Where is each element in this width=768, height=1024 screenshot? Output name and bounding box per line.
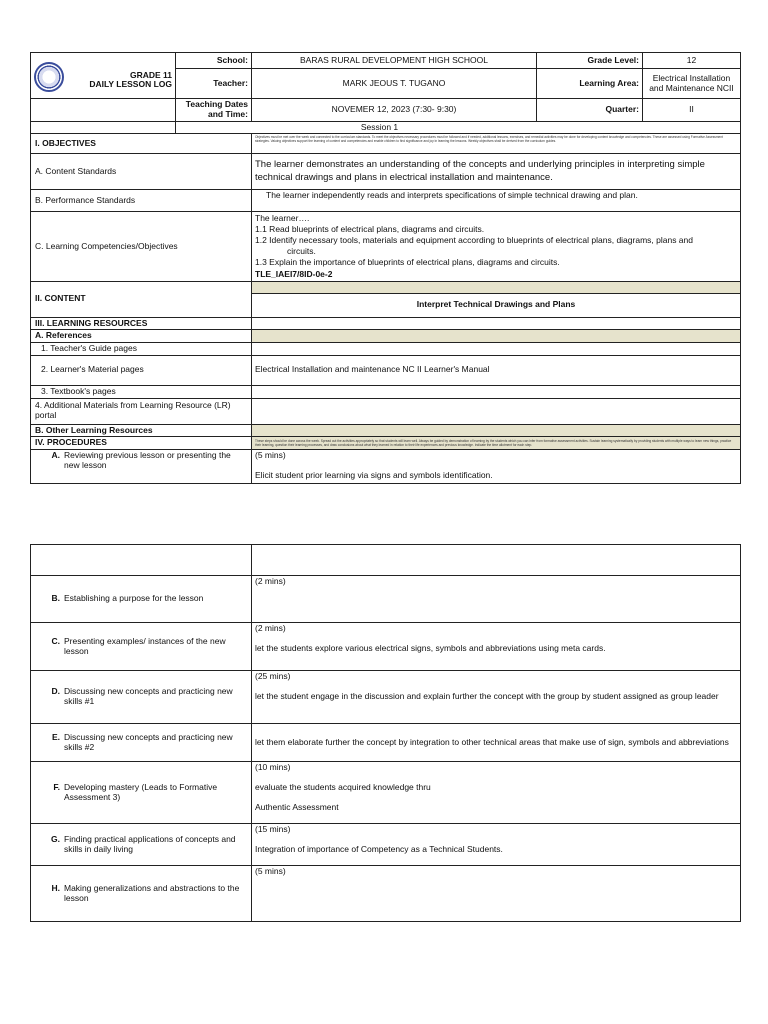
step-c-value: [252, 623, 741, 671]
step-a-value: [252, 450, 741, 484]
step-h-value: [252, 866, 741, 922]
school-label: School:: [176, 53, 252, 69]
other-resources-label: B. Other Learning Resources: [31, 424, 252, 437]
competencies-intro: The learner….: [255, 213, 310, 224]
step-a-text: Elicit student prior learning via signs and symbols identification.: [255, 469, 493, 480]
step-f-label: F. Developing mastery (Leads to Formative Assessment 3): [31, 762, 252, 824]
step-e-label: E. Discussing new concepts and practicing new skills #2: [31, 724, 252, 762]
performance-standards-value: The learner independently reads and interprets specifications of simple technical drawing and plan.: [252, 190, 741, 212]
step-b-label: B. Establishing a purpose for the lesson: [31, 576, 252, 623]
step-f-value: [252, 762, 741, 824]
step-d-time: (25 mins): [255, 671, 291, 681]
lesson-log-table-page-2: [30, 544, 741, 922]
grade-level-value: 12: [643, 53, 741, 69]
deped-seal-logo: [34, 62, 64, 92]
step-b-value: [252, 576, 741, 623]
step-f-text: evaluate the students acquired knowledge thru: [255, 781, 431, 792]
step-g-value: [252, 824, 741, 866]
learning-area-value: Electrical Installation and Maintenance NCII: [643, 69, 741, 99]
content-heading: II. CONTENT: [31, 281, 252, 317]
grade-level-label: Grade Level:: [537, 53, 643, 69]
step-d-value: [252, 671, 741, 724]
content-standards-label: A. Content Standards: [31, 154, 252, 190]
objectives-heading: I. OBJECTIVES: [31, 134, 252, 154]
step-b-time: (2 mins): [255, 576, 286, 586]
objectives-note: Objectives must be met over the week and connected to the curriculum standards. To meet the objectives necessary procedures must be followed and if needed, additional lessons, exercises, and remedial activities may be done for developing content knowledge and competencies. These are assessed using Formative Assessment strategies. Valuing objectives support the learning of content and competencies and enable children to find significance and joy in learning the lessons. Weekly objectives shall be derived from the curriculum guides.: [252, 134, 741, 154]
procedures-heading: IV. PROCEDURES: [31, 437, 252, 450]
performance-standards-label: B. Performance Standards: [31, 190, 252, 212]
log-title: DAILY LESSON LOG: [89, 78, 172, 89]
learning-resources-heading: III. LEARNING RESOURCES: [31, 317, 252, 330]
dates-value: NOVEMER 12, 2023 (7:30- 9:30): [252, 99, 537, 122]
session-label: Session 1: [176, 121, 741, 134]
competencies-value: [252, 212, 741, 281]
step-d-text: let the student engage in the discussion and explain further the concept with the group by student assigned as group leader: [255, 690, 719, 701]
competency-code: TLE_IAEI7/8ID-0e-2: [255, 268, 333, 279]
header-logo-cell: [31, 53, 176, 99]
step-f-time: (10 mins): [255, 762, 291, 772]
procedures-note: These steps should be done across the week. Spread out the activities appropriately so that students will learn well. Always be guided by demonstration of learning by the students which you can infer from formative assessment activities. Sustain learning systematically by providing students with multiple ways to learn new things, practice their learning, question their learning processes, and draw conclusions about what they learned in relation to their life experiences and previous knowledge. Indicate the time allotment for each step.: [252, 437, 741, 450]
step-f-text-2: Authentic Assessment: [255, 801, 339, 812]
teacher-label: Teacher:: [176, 69, 252, 99]
competency-1: 1.1 Read blueprints of electrical plans, diagrams and circuits.: [255, 224, 485, 235]
dates-label: Teaching Dates and Time:: [176, 99, 252, 122]
teacher-value: MARK JEOUS T. TUGANO: [252, 69, 537, 99]
learning-area-label: Learning Area:: [537, 69, 643, 99]
step-d-label: D. Discussing new concepts and practicing new skills #1: [31, 671, 252, 724]
content-standards-value: The learner demonstrates an understanding of the concepts and underlying principles in interpreting simple technical drawings and plans in electrical installation and maintenance.: [252, 154, 741, 190]
teachers-guide-label: 1. Teacher's Guide pages: [31, 343, 252, 356]
competency-2: 1.2 Identify necessary tools, materials and equipment according to blueprints of electrical plans, diagrams, plans and: [255, 235, 693, 246]
references-label: A. References: [31, 330, 252, 343]
quarter-value: II: [643, 99, 741, 122]
step-a-label: A. Reviewing previous lesson or presenting the new lesson: [31, 450, 252, 484]
lesson-log-table-page-1: [30, 52, 741, 484]
competency-3: 1.3 Explain the importance of blueprints of electrical plans, diagrams and circuits.: [255, 257, 560, 268]
grade-label: GRADE 11: [129, 69, 172, 80]
competencies-label: C. Learning Competencies/Objectives: [31, 212, 252, 281]
step-g-text: Integration of importance of Competency as a Technical Students.: [255, 843, 503, 854]
step-e-text: let them elaborate further the concept by integration to other technical areas that make use of sign, symbols and abbreviations: [255, 736, 729, 747]
step-h-label: H. Making generalizations and abstractions to the lesson: [31, 866, 252, 922]
textbook-label: 3. Textbook's pages: [31, 385, 252, 398]
school-value: BARAS RURAL DEVELOPMENT HIGH SCHOOL: [252, 53, 537, 69]
step-e-value: [252, 724, 741, 762]
competency-2-cont: circuits.: [287, 246, 316, 257]
step-g-label: G. Finding practical applications of concepts and skills in daily living: [31, 824, 252, 866]
step-c-label: C. Presenting examples/ instances of the new lesson: [31, 623, 252, 671]
step-h-time: (5 mins): [255, 866, 286, 876]
learners-material-label: 2. Learner's Material pages: [31, 355, 252, 385]
learners-material-value: Electrical Installation and maintenance NC II Learner's Manual: [252, 355, 741, 385]
step-c-text: let the students explore various electrical signs, symbols and abbreviations using meta cards.: [255, 642, 606, 653]
step-c-time: (2 mins): [255, 623, 286, 633]
step-a-time: (5 mins): [255, 450, 286, 461]
quarter-label: Quarter:: [537, 99, 643, 122]
step-g-time: (15 mins): [255, 824, 291, 834]
additional-materials-label: 4. Additional Materials from Learning Resource (LR) portal: [31, 398, 252, 424]
content-value: Interpret Technical Drawings and Plans: [252, 293, 741, 317]
